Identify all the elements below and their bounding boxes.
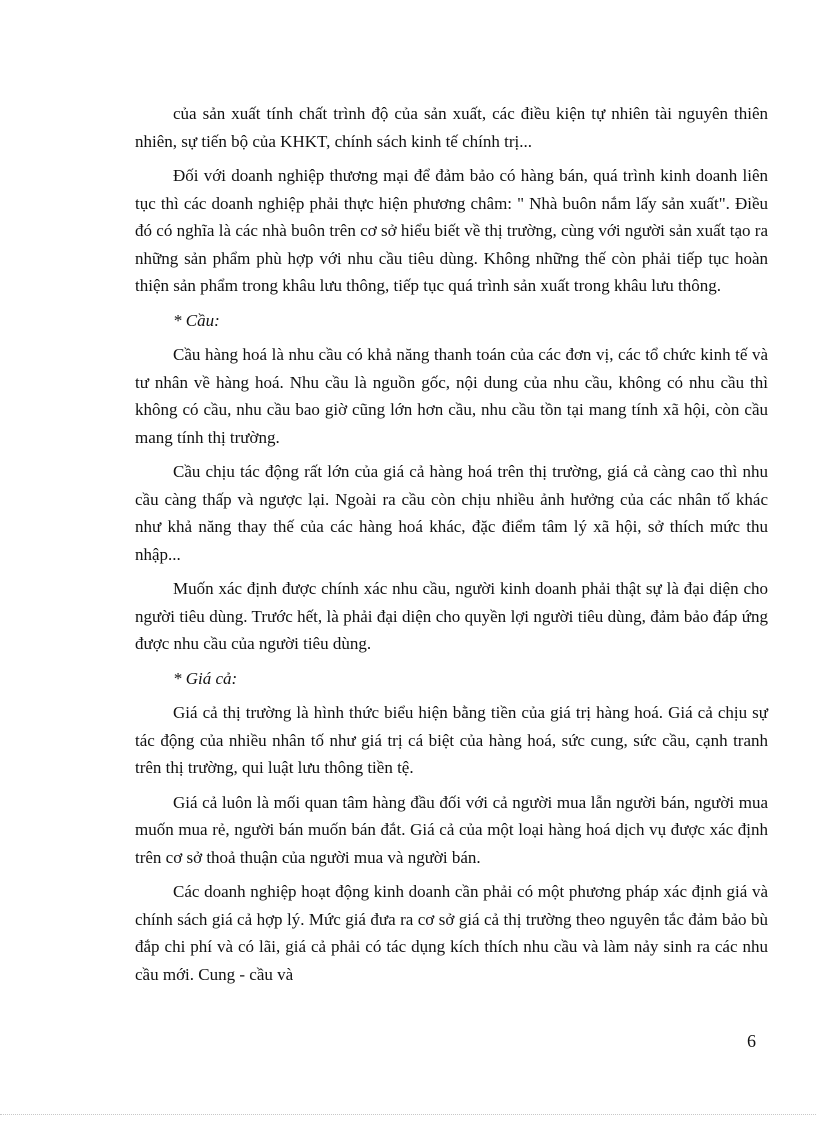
paragraph-3: Cầu hàng hoá là nhu cầu có khả năng thanh toán của các đơn vị, các tổ chức kinh tế và tư nhân về hàng hoá. Nhu cầu là nguồn gốc, nội dung của nhu cầu, không có nhu cầu thì không có cầu, nhu cầu bao giờ cũng lớn hơn cầu, nhu cầu tồn tại mang tính xã hội, còn cầu mang tính thị trường. [135, 345, 768, 447]
paragraph-4: Cầu chịu tác động rất lớn của giá cả hàng hoá trên thị trường, giá cả càng cao thì nhu cầu càng thấp và ngược lại. Ngoài ra cầu còn chịu nhiều ảnh hưởng của các nhân tố khác như khả năng thay thế của các hàng hoá khác, đặc điểm tâm lý xã hội, sở thích mức thu nhập... [135, 462, 768, 564]
section-heading-cau: * Cầu: [173, 310, 220, 330]
page-body [135, 100, 768, 995]
paragraph-6: Giá cả thị trường là hình thức biểu hiện bằng tiền của giá trị hàng hoá. Giá cả chịu sự tác động của nhiều nhân tố như giá trị cá biệt của hàng hoá, sức cung, sức cầu, cạnh tranh trên thị trường, qui luật lưu thông tiền tệ. [135, 703, 768, 777]
page-bottom-divider [0, 1114, 816, 1115]
section-heading-gia-ca: * Giá cả: [173, 668, 238, 688]
paragraph-1: của sản xuất tính chất trình độ của sản xuất, các điều kiện tự nhiên tài nguyên thiên nhiên, sự tiến bộ của KHKT, chính sách kinh tế chính trị... [135, 104, 768, 151]
paragraph-8: Các doanh nghiệp hoạt động kinh doanh cần phải có một phương pháp xác định giá và chính sách giá cả hợp lý. Mức giá đưa ra cơ sở giá cả thị trường theo nguyên tắc đảm bảo bù đắp chi phí và có lãi, giá cả phải có tác dụng kích thích nhu cầu và làm nảy sinh ra các nhu cầu mới. Cung - cầu và [135, 882, 768, 984]
paragraph-7: Giá cả luôn là mối quan tâm hàng đầu đối với cả người mua lẫn người bán, người mua muốn mua rẻ, người bán muốn bán đắt. Giá cả của một loại hàng hoá dịch vụ được xác định trên cơ sở thoả thuận của người mua và người bán. [135, 792, 768, 867]
page-number: 6 [747, 1031, 756, 1051]
paragraph-2: Đối với doanh nghiệp thương mại để đảm bảo có hàng bán, quá trình kinh doanh liên tục thì các doanh nghiệp phải thực hiện phương châm: " Nhà buôn nắm lấy sản xuất". Điều đó có nghĩa là các nhà buôn trên cơ sở hiểu biết về thị trường, cùng với người sản xuất tạo ra những sản phẩm phù hợp với nhu cầu tiêu dùng. Không những thế còn phải tiếp tục hoàn thiện sản phẩm trong khâu lưu thông, tiếp tục quá trình sản xuất trong khâu lưu thông. [135, 166, 768, 295]
paragraph-5: Muốn xác định được chính xác nhu cầu, người kinh doanh phải thật sự là đại diện cho người tiêu dùng. Trước hết, là phải đại diện cho quyền lợi người tiêu dùng, đảm bảo đáp ứng được nhu cầu của người tiêu dùng. [135, 579, 768, 653]
